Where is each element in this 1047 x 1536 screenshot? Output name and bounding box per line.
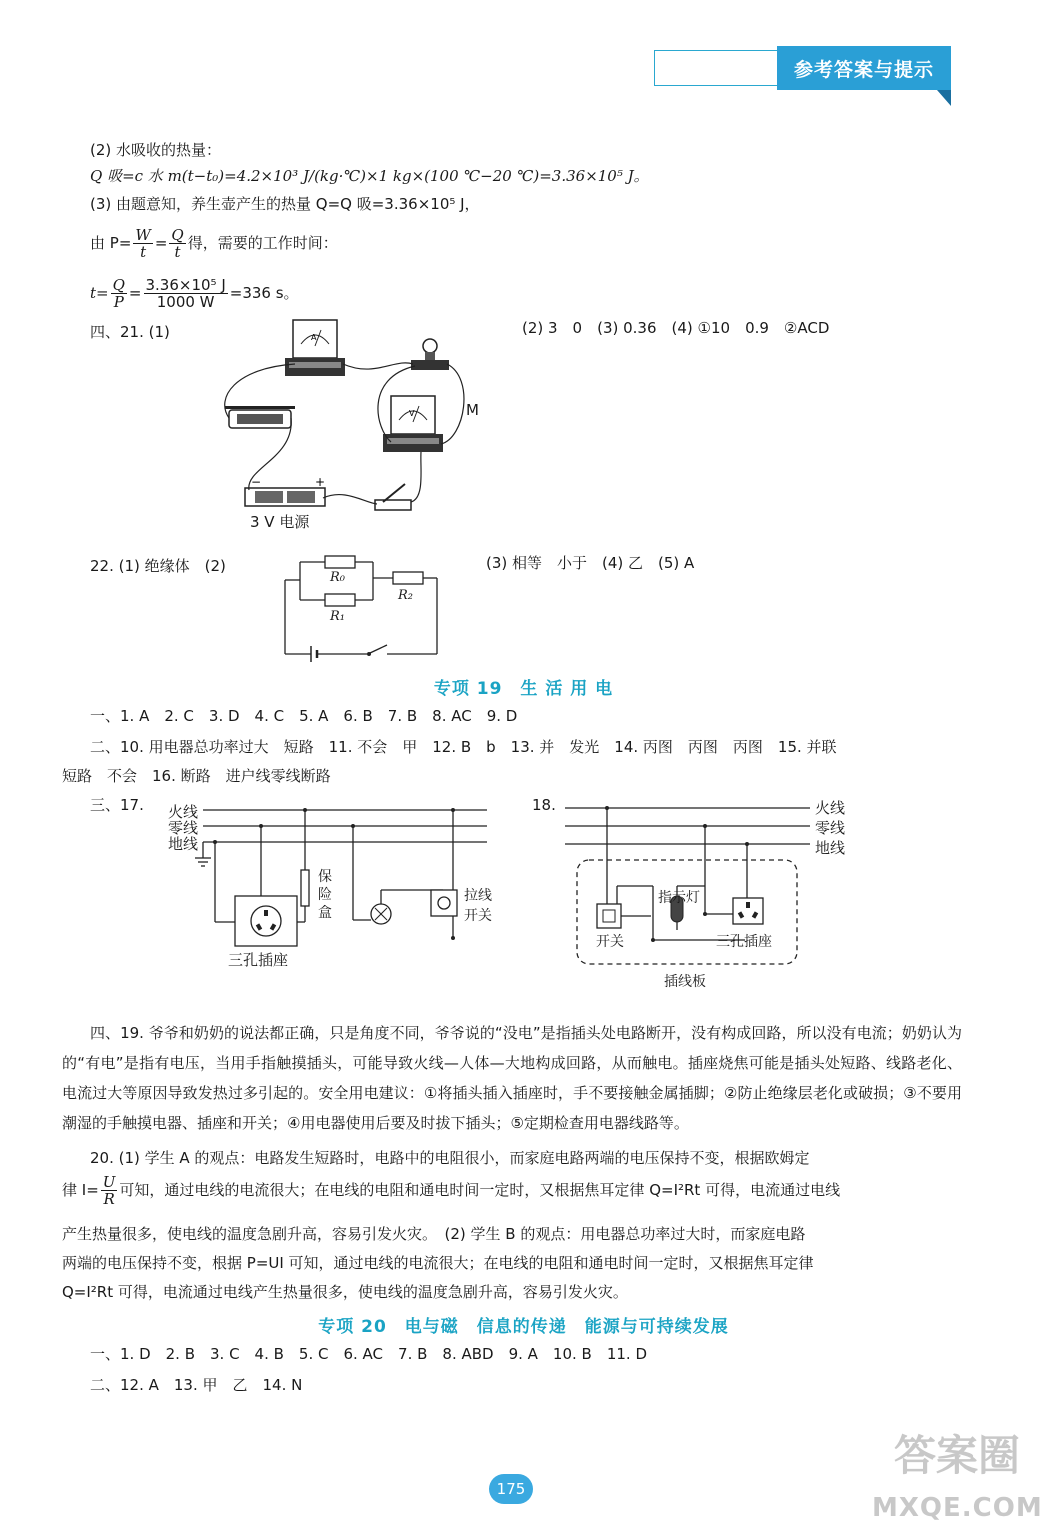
- voltmeter-icon: [383, 396, 443, 452]
- fraction: $\frac{Q}{t}$: [171, 226, 184, 261]
- header-blank-box: [654, 50, 784, 86]
- q20-line-4: 两端的电压保持不变，根据 P=UI 可知，通过电线的电流很大；在电线的电阻和通电时间一定时，又根据焦耳定律: [62, 1254, 814, 1272]
- sec19-line-2: 二、10. 用电器总功率过大 短路 11. 不会 甲 12. B b 13. 并 发光 14. 丙图 丙图 丙图 15. 并联: [90, 738, 837, 756]
- fraction: $\frac{Q}{P}$: [112, 276, 125, 311]
- voltmeter-letter: V: [409, 409, 415, 418]
- circuit-wiring-diagram: [215, 318, 505, 533]
- q18-switch-label: 开关: [596, 934, 624, 950]
- fraction: $\frac{W}{t}$: [135, 226, 151, 261]
- switch-icon: [375, 484, 411, 510]
- q21-power-label: 3 V 电源: [250, 513, 310, 531]
- q18-fire-label: 火线: [815, 799, 846, 817]
- q22-circuit-diagram: [275, 548, 445, 663]
- q20-line-1: 20. (1) 学生 A 的观点：电路发生短路时，电路中的电阻很小，而家庭电路两端的电压保持不变，根据欧姆定: [90, 1149, 810, 1167]
- sec20-line-1: 一、1. D 2. B 3. C 4. B 5. C 6. AC 7. B 8. ABD 9. A 10. B 11. D: [90, 1345, 648, 1363]
- r2-resistor: [393, 572, 423, 584]
- q20-line-2: 律 I= $\frac{U}{R}$ 可知，通过电线的电流很大；在电线的电阻和通电时间一定时，又根据焦耳定律 Q=I²Rt 可得，电流通过电线: [62, 1173, 841, 1208]
- q21-answers: (2) 3 0 (3) 0.36 (4) ①10 0.9 ②ACD: [522, 319, 830, 337]
- page-number: 175: [489, 1474, 533, 1504]
- fuse-box: [301, 870, 309, 906]
- ammeter-letter: A: [311, 333, 317, 342]
- q18-label: 18.: [532, 796, 556, 814]
- header-banner-fold: [937, 90, 951, 106]
- header-banner: 参考答案与提示: [777, 46, 951, 90]
- strip-socket-icon: [733, 898, 763, 924]
- q21-m-label: M: [466, 401, 479, 419]
- svg-text:+: +: [315, 475, 326, 489]
- sec19-line-1: 一、1. A 2. C 3. D 4. C 5. A 6. B 7. B 8. AC 9. D: [90, 707, 518, 725]
- q22-r1-label: R₁: [330, 609, 345, 624]
- q17-pull-switch-label: 拉线开关: [464, 888, 492, 924]
- q22-r0-label: R₀: [330, 570, 345, 585]
- q17-fire-label: 火线: [168, 803, 199, 821]
- watermark-logo-text: 答案圈: [893, 1431, 1020, 1480]
- q18-socket-label: 三孔插座: [716, 934, 772, 950]
- switch-symbol: [370, 645, 387, 653]
- q21-label: 四、21. (1): [90, 323, 170, 341]
- q20-line-5: Q=I²Rt 可得，电流通过电线产生热量很多，使电线的温度急剧升高，容易引发火灾。: [62, 1283, 628, 1301]
- r0-resistor: [325, 556, 355, 568]
- q18-ground-label: 地线: [815, 839, 846, 857]
- q17-label: 三、17.: [90, 796, 144, 814]
- q18-lamp-label: 指示灯: [658, 890, 700, 906]
- q22-answers: (3) 相等 小于 (4) 乙 (5) A: [486, 554, 695, 572]
- watermark: [872, 1430, 1042, 1530]
- q22-label: 22. (1) 绝缘体 (2): [90, 557, 226, 575]
- calc-line-5: t= $\frac{Q}{P}$ = $\frac{\text{3.36×10⁵ J}}{1000 W}$ =336 s。: [90, 276, 299, 311]
- bulb-icon: [411, 339, 449, 370]
- q20-line-3: 产生热量很多，使电线的温度急剧升高，容易引发火灾。 (2) 学生 B 的观点：用电器总功率过大时，而家庭电路: [62, 1225, 806, 1243]
- q17-neutral-label: 零线: [168, 819, 199, 837]
- section-20-title: 专项 20 电与磁 信息的传递 能源与可持续发展: [318, 1317, 729, 1337]
- svg-text:−: −: [251, 475, 262, 489]
- ammeter-icon: [285, 320, 345, 376]
- rheostat-icon: [225, 406, 295, 428]
- q18-neutral-label: 零线: [815, 819, 846, 837]
- sec19-line-3: 短路 不会 16. 断路 进户线零线断路: [62, 767, 331, 785]
- section-19-title: 专项 19 生 活 用 电: [433, 679, 614, 699]
- calc-text: 由 P=: [90, 234, 132, 252]
- q18-board-label: 插线板: [664, 974, 706, 990]
- sec20-line-2: 二、12. A 13. 甲 乙 14. N: [90, 1376, 303, 1394]
- watermark-url: MXQE.COM: [872, 1493, 1043, 1523]
- q17-ground-label: 地线: [168, 835, 199, 853]
- r1-resistor: [325, 594, 355, 606]
- calc-line-1: (2) 水吸收的热量：: [90, 141, 222, 159]
- q17-household-circuit: [195, 800, 495, 950]
- q17-fuse-label: 保险盒: [318, 869, 332, 921]
- calc-line-4: 由 P= $\frac{W}{t}$ = $\frac{Q}{t}$ 得，需要的工作时间：: [90, 226, 338, 261]
- battery-icon: [245, 475, 325, 506]
- q17-socket-label: 三孔插座: [228, 951, 289, 969]
- calc-line-2: Q 吸=c 水 m(t−t₀)=4.2×10³ J/(kg·℃)×1 kg×(100 ℃−20 ℃)=3.36×10⁵ J。: [90, 167, 649, 185]
- q22-r2-label: R₂: [398, 588, 413, 603]
- fraction: $\frac{\text{3.36×10⁵ J}}{1000 W}$: [145, 276, 226, 311]
- calc-line-3: (3) 由题意知，养生壶产生的热量 Q=Q 吸=3.36×10⁵ J，: [90, 195, 480, 213]
- fraction: $\frac{U}{R}$: [102, 1173, 116, 1208]
- q19-paragraph: 四、19. 爷爷和奶奶的说法都正确，只是角度不同，爷爷说的“没电”是指插头处电路断开，没有构成回路，所以没有电流；奶奶认为的“有电”是指有电压，当用手指触摸插头，可能导致火线—人体—大地构成回路，从而触电。插座烧焦可能是插头处短路、线路老化、电流过大等原因导致发热过多引起的。安全用电建议：①将插头插入插座时，手不要接触金属插脚；②防止绝缘层老化或破损；③不要用潮湿的手触摸电器、插座和开关；④用电器使用后要及时拔下插头；⑤定期检查用电器线路等。: [62, 1024, 962, 1132]
